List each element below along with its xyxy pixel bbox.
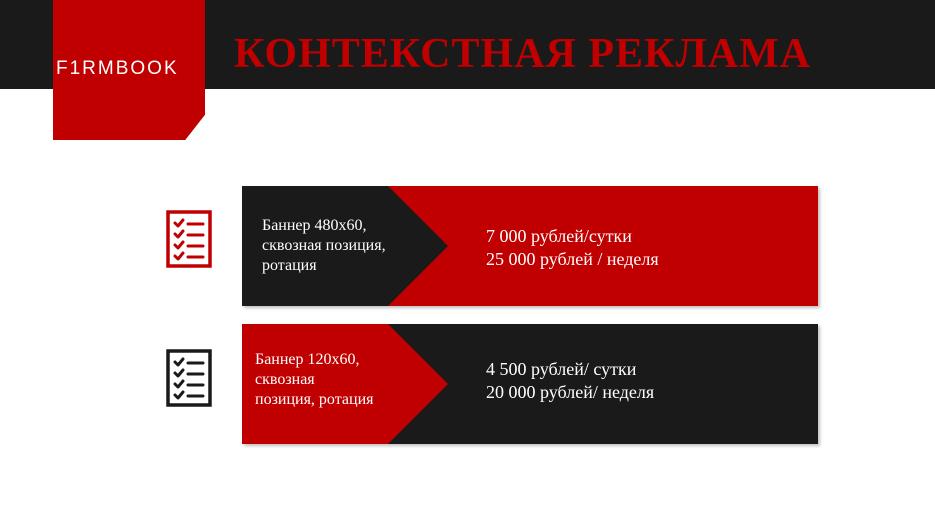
checklist-icon bbox=[166, 210, 212, 268]
price-per-week: 25 000 рублей / неделя bbox=[486, 249, 659, 269]
offer-label-line: Баннер 120х60, bbox=[255, 351, 360, 368]
checklist-icon bbox=[166, 349, 212, 407]
offer-label bbox=[262, 216, 437, 276]
offer-label-line: позиция, ротация bbox=[255, 391, 374, 408]
offer-label bbox=[255, 350, 425, 410]
offer-label-line: сквозная позиция, bbox=[262, 237, 386, 254]
offer-label-line: Баннер 480х60, bbox=[262, 217, 367, 234]
offer-label-line: сквозная bbox=[255, 371, 315, 388]
price-per-day: 4 500 рублей/ сутки bbox=[486, 359, 637, 379]
page-title: КОНТЕКСТНАЯ РЕКЛАМА bbox=[234, 31, 812, 77]
offer-row-banner-480x60 bbox=[242, 186, 818, 306]
offer-price bbox=[486, 358, 654, 404]
price-per-week: 20 000 рублей/ неделя bbox=[486, 382, 655, 402]
offer-label-line: ротация bbox=[262, 257, 317, 274]
logo: F1RMBOOK bbox=[56, 58, 179, 79]
offer-row-banner-120x60 bbox=[242, 324, 818, 444]
price-per-day: 7 000 рублей/сутки bbox=[486, 226, 632, 246]
offer-price bbox=[486, 225, 659, 271]
